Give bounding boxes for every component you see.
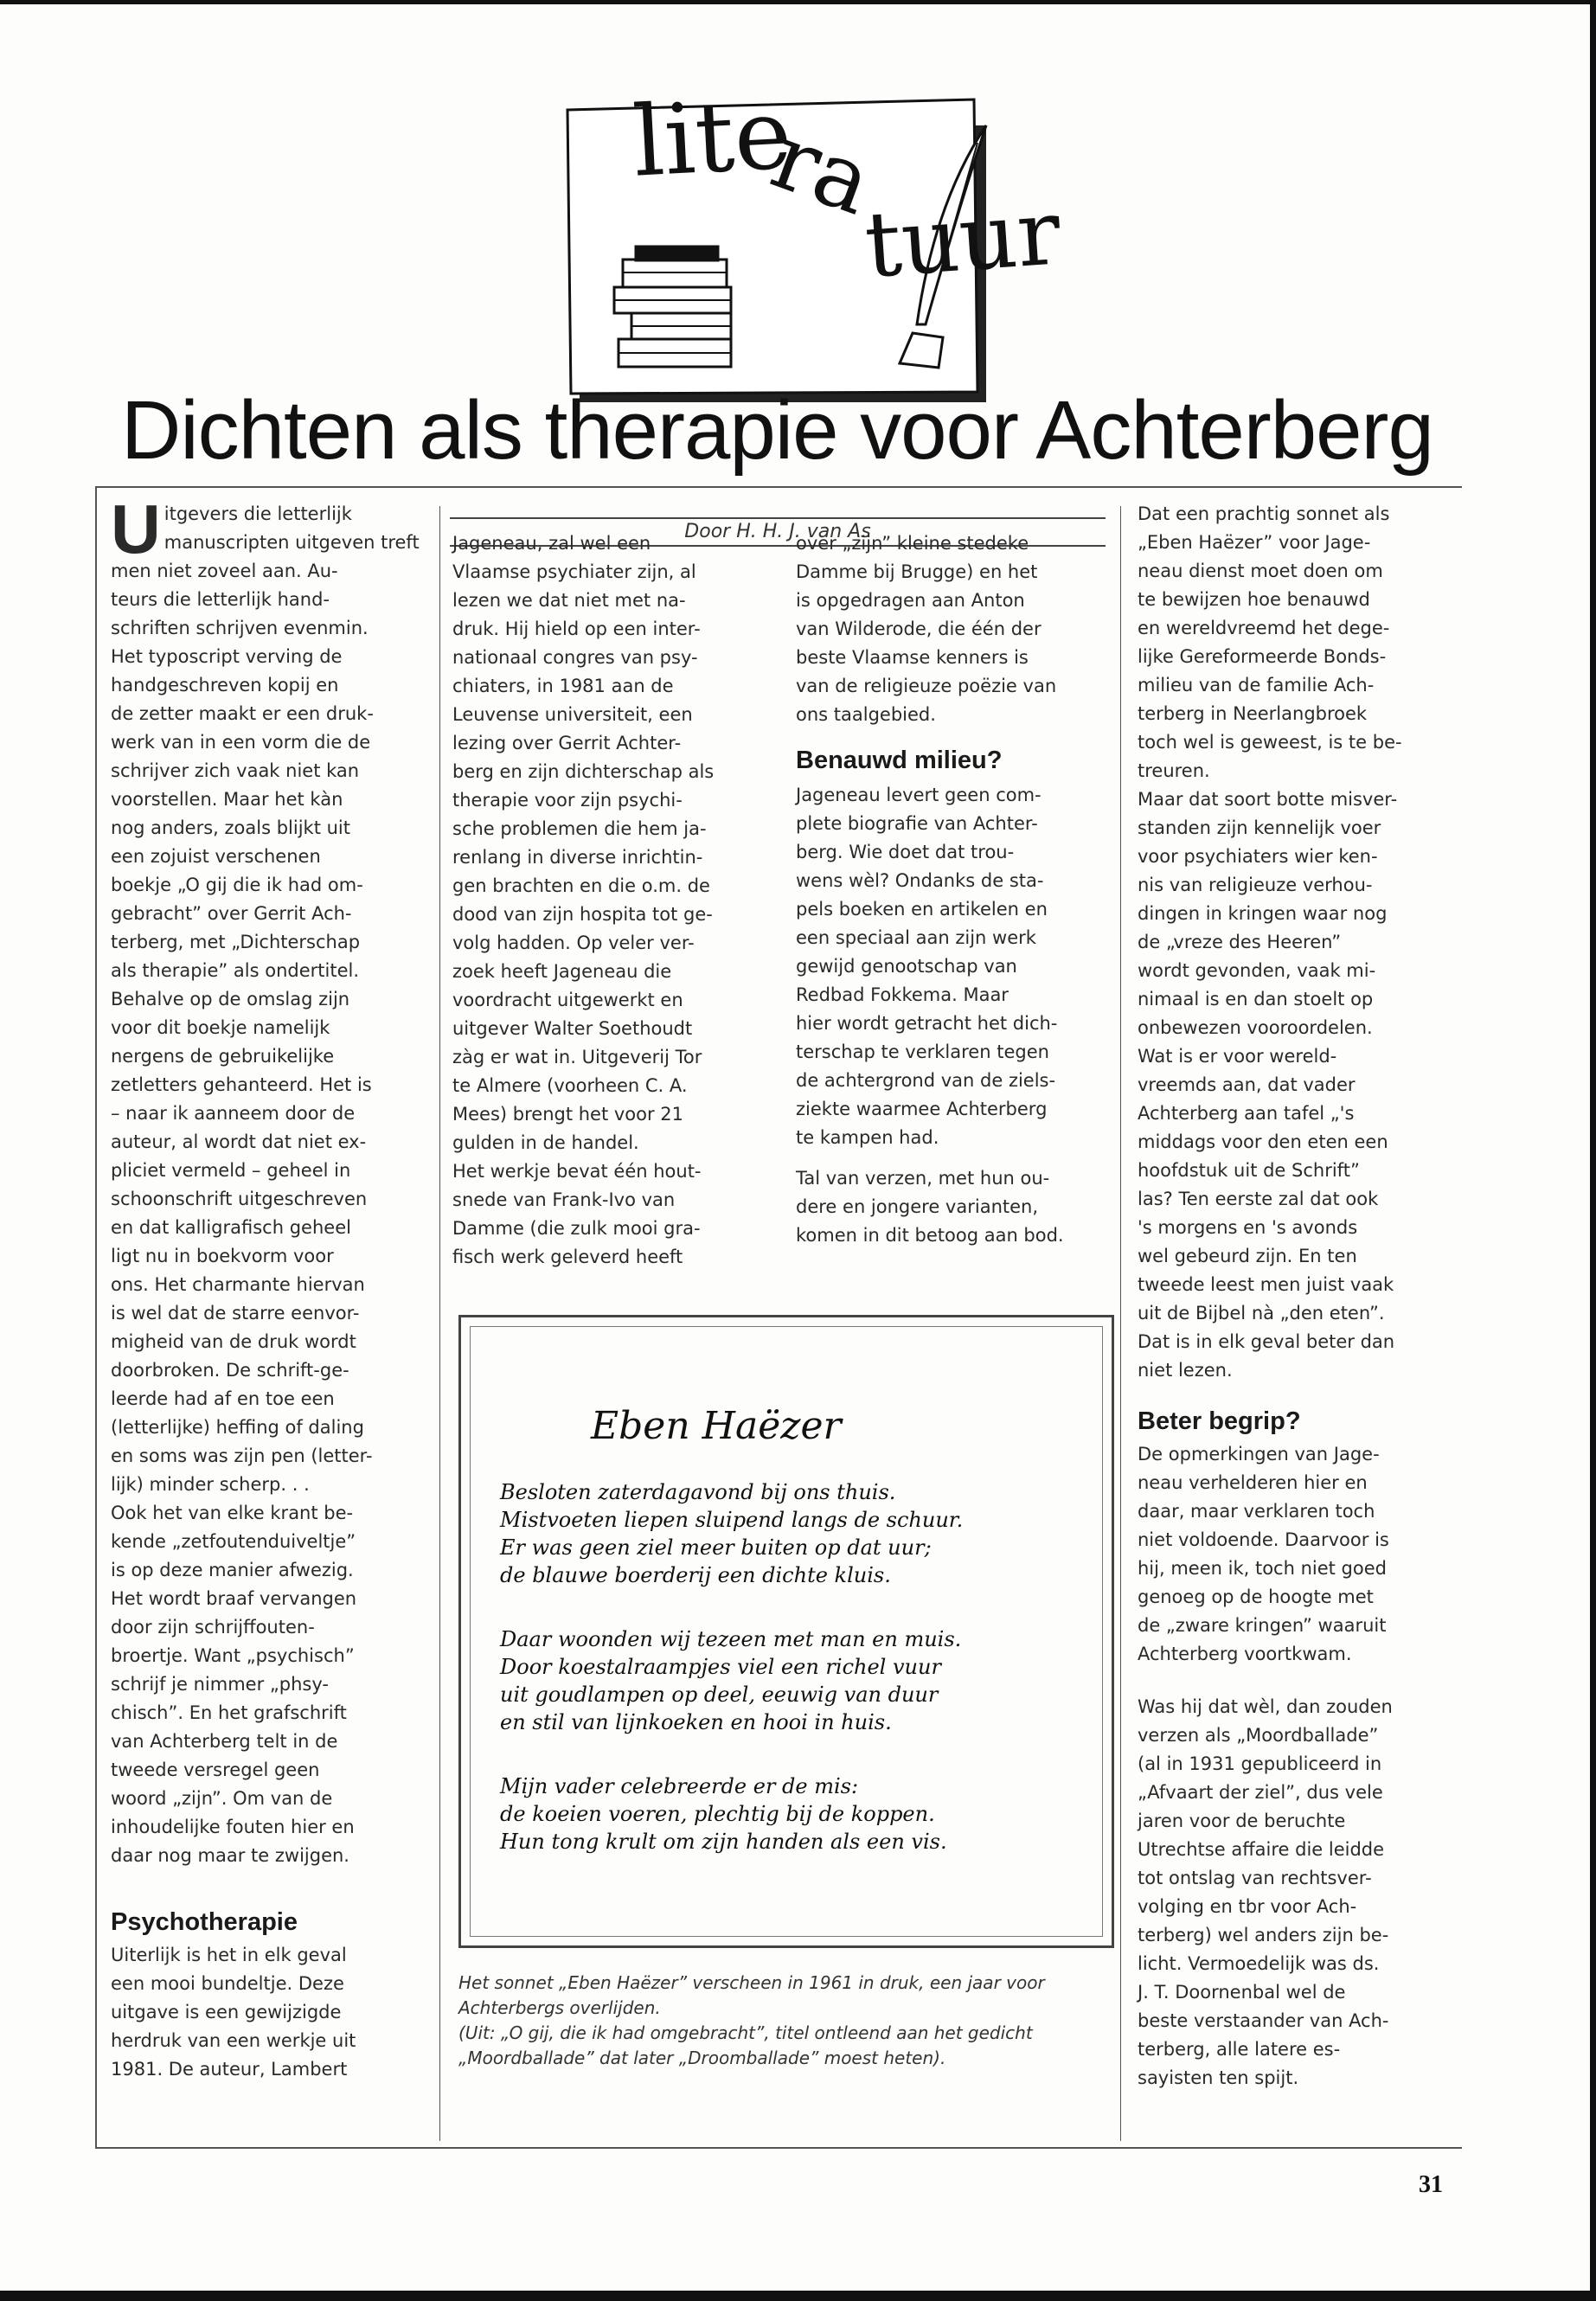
column-4-text-2: De opmerkingen van Jage- neau verhelderen hier en daar, maar verklaren toch niet voldoende. Daarvoor is hij, meen ik, toch niet goed genoeg op de hoogte met de „zware kringen” waaruit Achterberg voortkwam. (1138, 1444, 1389, 1664)
caption-line-2: (Uit: „O gij, die ik had omgebracht”, titel ontleend aan het gedicht „Moordballade” dat later „Droomballade” moest heten). (458, 2022, 1033, 2068)
poem-line: de blauwe boerderij een dichte kluis. (500, 1563, 891, 1587)
heading-psychotherapie: Psychotherapie (111, 1908, 298, 1936)
poem-line: Hun tong krult om zijn handen als een vis. (500, 1830, 947, 1854)
frame-bottom (95, 2147, 1462, 2149)
poem-line: uit goudlampen op deel, eeuwig van duur (500, 1682, 939, 1707)
column-rule-3 (1120, 506, 1121, 2141)
books-icon (614, 247, 731, 367)
frame-top (95, 486, 1462, 488)
masthead-word-part3: tuur (862, 179, 1064, 298)
poem-stanza-1 (500, 1478, 1088, 1589)
column-1 (111, 490, 422, 2084)
column-3 (796, 529, 1107, 1250)
poem-line: en stil van lijnkoeken en hooi in huis. (500, 1710, 892, 1734)
column-rule-1 (439, 506, 440, 2141)
column-4 (1138, 500, 1462, 2093)
poem-line: Er was geen ziel meer buiten op dat uur; (500, 1535, 932, 1560)
poem-line: de koeien voeren, plechtig bij de koppen. (500, 1802, 935, 1826)
poem-stanza-3 (500, 1772, 1088, 1856)
scan-edge-top (0, 0, 1596, 4)
heading-benauwd-milieu: Benauwd milieu? (796, 747, 1003, 774)
masthead-word-part2: ra (759, 103, 887, 236)
literatuur-masthead (554, 65, 1064, 407)
scan-edge-right (1590, 0, 1596, 2301)
frame-left (95, 486, 97, 2147)
page-number: 31 (1419, 2171, 1443, 2198)
poem-title: Eben Haëzer (591, 1404, 842, 1448)
column-4-text: Dat een prachtig sonnet als „Eben Haëzer” voor Jage- neau dienst moet doen om te bewijzen hoe benauwd en wereldvreemd het dege- lijke Gereformeerde Bonds- milieu van de familie Ach- terberg in Neerlangbroek toch wel is geweest, is te be- treuren. Maar dat soort botte misver- standen zijn kennelijk voer voor psychiaters wier ken- nis van religieuze verhou- dingen in kringen waar nog de „vreze des Heeren” wordt gevonden, vaak mi- nimaal is en dan stoelt op onbewezen vooroordelen. Wat is er voor wereld- vreemds aan, dat vader Achterberg aan tafel „'s middags voor den eten een hoofdstuk uit de Schrift” las? Ten eerste zal dat ook 's morgens en 's avonds wel gebeurd zijn. En ten tweede leest men juist vaak uit de Bijbel nà „den eten”. Dat is in elk geval beter dan niet lezen. (1138, 503, 1402, 1381)
poem-box (458, 1315, 1114, 1948)
column-1-lead: itgevers die letterlijk manuscripten uitgeven treft men niet zoveel aan. Au- teurs die letterlijk hand- schriften schrijven evenmin. Het typoscript verving de handgeschreven kopij en de zetter maakt er een druk- werk van in een vorm die de schrijver zich vaak niet kan voorstellen. Maar het kàn nog anders, zoals blijkt uit een zojuist verschenen boekje „O gij die ik had om- gebracht” over Gerrit Ach- terberg, met „Dichterschap als therapie” als ondertitel. Behalve op de omslag zijn voor dit boekje namelijk nergens de gebruikelijke zetletters gehanteerd. Het is – naar ik aanneem door de auteur, al wordt dat niet ex- pliciet vermeld – geheel in schoonschrift uitgeschreven en dat kalligrafisch geheel ligt nu in boekvorm voor ons. Het charmante hiervan is wel dat de starre eenvor- migheid van de druk wordt doorbroken. De schrift-ge- leerde had af en toe een (letterlijke) heffing of daling en soms was zijn pen (letter- lijk) minder scherp. . . Ook het van elke krant be- kende „zetfoutenduiveltje” is op deze manier afwezig. Het wordt braaf vervangen door zijn schrijffouten- broertje. Want „psychisch” schrijf je nimmer „phsy- chisch”. En het grafschrift van Achterberg telt in de tweede versregel geen woord „zijn”. Om van de inhoudelijke fouten hier en daar nog maar te zwijgen. (111, 503, 420, 1866)
column-2-text: Jageneau, zal wel een Vlaamse psychiater zijn, al lezen we dat niet met na- druk. Hij hield op een inter- nationaal congres van psy- chiaters, in 1981 aan de Leuvense universiteit, een lezing over Gerrit Achter- berg en zijn dichterschap als therapie voor zijn psychi- sche problemen die hem ja- renlang in diverse inrichtin- gen brachten en die o.m. de dood van zijn hospita tot ge- volg hadden. Op veler ver- zoek heeft Jageneau die voordracht uitgewerkt en uitgever Walter Soethoudt zàg er wat in. Uitgeverij Tor te Almere (voorheen C. A. Mees) brengt het voor 21 gulden in de handel. Het werkje bevat één hout- snede van Frank-Ivo van Damme (die zulk mooi gra- fisch werk geleverd heeft (452, 533, 715, 1267)
caption-line-1: Het sonnet „Eben Haëzer” verscheen in 1961 in druk, een jaar voor Achterbergs overlijden. (458, 1972, 1045, 2018)
article-headline: Dichten als therapie voor Achterberg (121, 384, 1433, 477)
poem-caption (458, 1971, 1109, 2071)
poem-stanza-2 (500, 1625, 1088, 1736)
column-1-tail: Uiterlijk is het in elk geval een mooi bundeltje. Deze uitgave is een gewijzigde herdruk van een werkje uit 1981. De auteur, Lambert (111, 1945, 356, 2080)
poem-line: Mijn vader celebreerde er de mis: (500, 1774, 859, 1798)
poem-line: Besloten zaterdagavond bij ons thuis. (500, 1480, 896, 1504)
heading-beter-begrip: Beter begrip? (1138, 1407, 1301, 1435)
poem-line: Door koestalraampjes viel een richel vuur (500, 1655, 941, 1679)
drop-cap: U (111, 490, 161, 567)
poem-line: Daar woonden wij tezeen met man en muis. (500, 1627, 962, 1651)
scan-edge-bottom (0, 2291, 1596, 2301)
masthead-word-part1: lite (630, 78, 795, 199)
column-2 (452, 529, 760, 1272)
poem-line: Mistvoeten liepen sluipend langs de schuur. (500, 1508, 964, 1532)
column-3-text: over „zijn” kleine stedeke Damme bij Brugge) en het is opgedragen aan Anton van Wilderode, die één der beste Vlaamse kenners is van de religieuze poëzie van ons taalgebied. (796, 533, 1057, 725)
column-3-text-2: Jageneau levert geen com- plete biografie van Achter- berg. Wie doet dat trou- wens wèl? Ondanks de sta- pels boeken en artikelen en een speciaal aan zijn werk gewijd genootschap van Redbad Fokkema. Maar hier wordt getracht het dich- terschap te verklaren tegen de achtergrond van de ziels- ziekte waarmee Achterberg te kampen had. (796, 785, 1058, 1148)
byline: Door H. H. J. van As (450, 517, 1106, 547)
column-3-text-3: Tal van verzen, met hun ou- dere en jongere varianten, komen in dit betoog aan bod. (796, 1168, 1064, 1246)
column-4-text-3: Was hij dat wèl, dan zouden verzen als „Moordballade” (al in 1931 gepubliceerd in „Afvaart der ziel”, dus vele jaren voor de beruchte Utrechtse affaire die leidde tot ontslag van rechtsver- volging en tbr voor Ach- terberg) wel anders zijn be- licht. Vermoedelijk was ds. J. T. Doornenbal wel de beste verstaander van Ach- terberg, alle latere es- sayisten ten spijt. (1138, 1696, 1393, 2088)
